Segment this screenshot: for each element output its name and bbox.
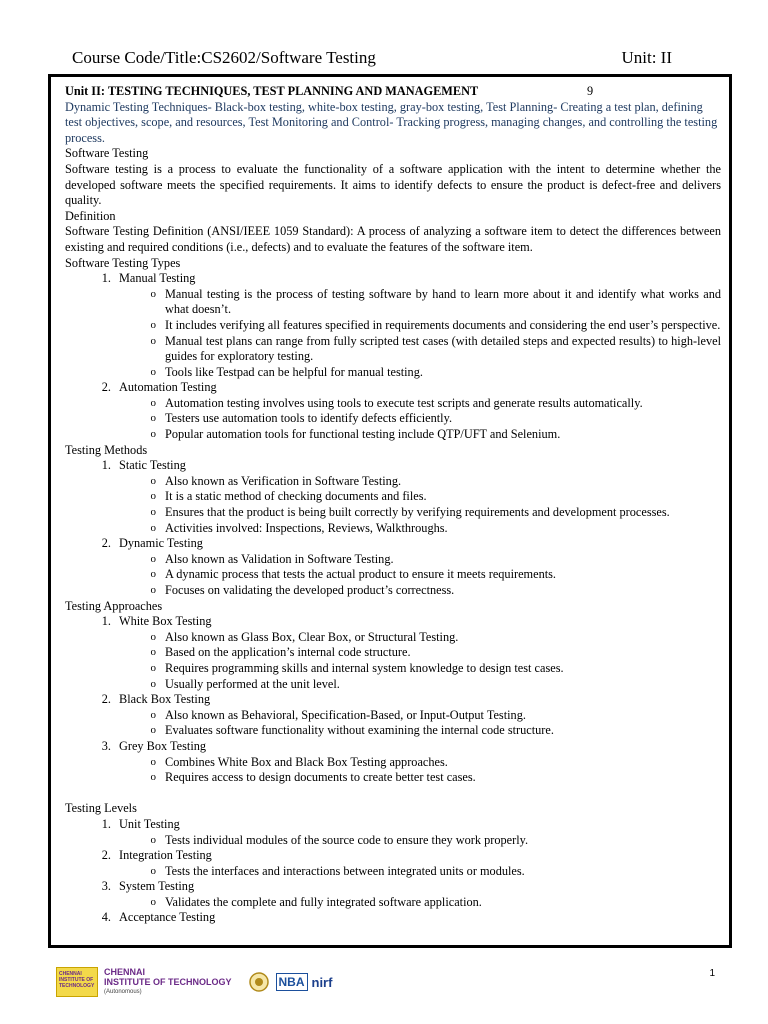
numbered-item <box>65 692 721 708</box>
bullet-text: Combines White Box and Black Box Testing approaches. <box>165 754 448 769</box>
section-heading: Testing Levels <box>65 801 137 816</box>
circle-bullet-icon: o <box>150 724 156 737</box>
circle-bullet-icon: o <box>150 755 156 768</box>
bullet-text: Automation testing involves using tools to execute test scripts and generate results automatically. <box>165 395 643 410</box>
spacer <box>65 786 721 802</box>
bullet-item <box>65 661 721 677</box>
bullet-text: Popular automation tools for functional testing include QTP/UFT and Selenium. <box>165 427 561 442</box>
institute-logo-badge-text: CHENNAI INSTITUTE OF TECHNOLOGY <box>59 971 95 989</box>
bullet-text: Tools like Testpad can be helpful for manual testing. <box>165 364 423 379</box>
bullet-text: Tests the interfaces and interactions between integrated units or modules. <box>165 863 525 878</box>
institute-logo-badge <box>56 967 98 997</box>
unit-title-line <box>65 84 721 100</box>
bullet-item <box>65 552 721 568</box>
page-header <box>72 48 672 72</box>
item-number: 2. <box>101 536 111 551</box>
item-number: 1. <box>101 614 111 629</box>
numbered-item <box>65 910 721 926</box>
circle-bullet-icon: o <box>150 334 156 347</box>
circle-bullet-icon: o <box>150 677 156 690</box>
footer-logos <box>56 967 332 997</box>
bullet-item <box>65 318 721 334</box>
bullet-item <box>65 645 721 661</box>
circle-bullet-icon: o <box>150 661 156 674</box>
numbered-item <box>65 614 721 630</box>
numbered-item <box>65 458 721 474</box>
bullet-text: Evaluates software functionality without examining the internal code structure. <box>165 723 554 738</box>
unit-title: Unit II: TESTING TECHNIQUES, TEST PLANNING AND MANAGEMENT <box>65 84 479 98</box>
bullet-text: Based on the application’s internal code structure. <box>165 645 411 660</box>
bullet-item <box>65 521 721 537</box>
bullet-text: Usually performed at the unit level. <box>165 676 340 691</box>
circle-bullet-icon: o <box>150 365 156 378</box>
seal-icon <box>248 971 270 993</box>
bullet-item <box>65 287 721 318</box>
section-heading: Software Testing <box>65 146 149 161</box>
bullet-item <box>65 895 721 911</box>
item-number: 1. <box>101 458 111 473</box>
circle-bullet-icon: o <box>150 287 156 300</box>
item-number: 2. <box>101 380 111 395</box>
item-number: 2. <box>101 848 111 863</box>
item-number: 4. <box>101 910 111 925</box>
circle-bullet-icon: o <box>150 396 156 409</box>
institute-name-sub: (Autonomous) <box>104 989 142 995</box>
syllabus-text: Dynamic Testing Techniques- Black-box testing, white-box testing, gray-box testing, Test Planning- Creating a test plan, defining test objectives, scope, and resources, Test Monitoring and Control- Tracking progress, managing changes, and controlling the testing process. <box>65 99 718 145</box>
circle-bullet-icon: o <box>150 864 156 877</box>
bullet-item <box>65 630 721 646</box>
nirf-logo: nirf <box>311 974 333 990</box>
unit-label: Unit: II <box>621 48 672 67</box>
content-frame <box>48 74 732 948</box>
item-title: Black Box Testing <box>119 692 211 707</box>
bullet-item <box>65 708 721 724</box>
circle-bullet-icon: o <box>150 646 156 659</box>
circle-bullet-icon: o <box>150 474 156 487</box>
bullet-text: Also known as Glass Box, Clear Box, or Structural Testing. <box>165 629 459 644</box>
bullet-item <box>65 567 721 583</box>
circle-bullet-icon: o <box>150 708 156 721</box>
item-title: System Testing <box>119 879 195 894</box>
bullet-item <box>65 396 721 412</box>
item-title: Dynamic Testing <box>119 536 203 551</box>
bullet-text: Manual testing is the process of testing software by hand to learn more about it and identify what works and what doesn’t. <box>165 286 721 317</box>
circle-bullet-icon: o <box>150 506 156 519</box>
circle-bullet-icon: o <box>150 895 156 908</box>
circle-bullet-icon: o <box>150 490 156 503</box>
item-title: Acceptance Testing <box>119 910 216 925</box>
item-number: 1. <box>101 271 111 286</box>
section-heading: Testing Methods <box>65 442 148 457</box>
bullet-item <box>65 583 721 599</box>
numbered-item <box>65 848 721 864</box>
section-heading: Testing Approaches <box>65 598 163 613</box>
circle-bullet-icon: o <box>150 630 156 643</box>
bullet-text: Ensures that the product is being built correctly by verifying requirements and development processes. <box>165 505 670 520</box>
numbered-item <box>65 380 721 396</box>
bullet-text: It includes verifying all features specified in requirements documents and considering the end user’s perspective. <box>165 317 721 332</box>
numbered-item <box>65 536 721 552</box>
bullet-text: Also known as Validation in Software Testing. <box>165 551 394 566</box>
bullet-item <box>65 411 721 427</box>
institute-name <box>104 967 232 997</box>
bullet-text: Tests individual modules of the source code to ensure they work properly. <box>165 832 529 847</box>
numbered-item <box>65 879 721 895</box>
bullet-text: A dynamic process that tests the actual product to ensure it meets requirements. <box>165 567 556 582</box>
bullet-text: Testers use automation tools to identify defects efficiently. <box>165 411 453 426</box>
numbered-item <box>65 739 721 755</box>
item-title: Grey Box Testing <box>119 738 207 753</box>
circle-bullet-icon: o <box>150 568 156 581</box>
bullet-item <box>65 770 721 786</box>
bullet-item <box>65 334 721 365</box>
bullet-text: Manual test plans can range from fully scripted test cases (with detailed steps and expected results) to high-level guides for exploratory testing. <box>165 333 721 364</box>
item-title: Manual Testing <box>119 271 196 286</box>
paragraph: Software Testing Definition (ANSI/IEEE 1059 Standard): A process of analyzing a software item to detect the differences between existing and required conditions (i.e., defects) and to evaluate the features of the software item. <box>65 224 721 254</box>
circle-bullet-icon: o <box>150 584 156 596</box>
bullet-item <box>65 864 721 880</box>
circle-bullet-icon: o <box>150 771 156 784</box>
page-number: 1 <box>709 968 715 979</box>
course-code-title: Course Code/Title:CS2602/Software Testing <box>72 48 376 67</box>
institute-name-line2: INSTITUTE OF TECHNOLOGY <box>104 977 232 987</box>
bullet-text: Also known as Behavioral, Specification-Based, or Input-Output Testing. <box>165 707 526 722</box>
section-heading: Definition <box>65 208 116 223</box>
bullet-text: Validates the complete and fully integrated software application. <box>165 894 482 909</box>
bullet-text: Also known as Verification in Software Testing. <box>165 473 402 488</box>
circle-bullet-icon: o <box>150 833 156 846</box>
item-number: 3. <box>101 738 111 753</box>
numbered-list <box>65 458 721 598</box>
document-body <box>65 84 721 926</box>
bullet-item <box>65 755 721 771</box>
bullet-item <box>65 833 721 849</box>
bullet-item <box>65 489 721 505</box>
nba-logo: NBA <box>276 973 308 991</box>
unit-hours: 9 <box>587 84 594 98</box>
item-number: 3. <box>101 879 111 894</box>
bullet-item <box>65 505 721 521</box>
bullet-text: Requires access to design documents to create better test cases. <box>165 770 476 785</box>
circle-bullet-icon: o <box>150 521 156 534</box>
bullet-item <box>65 677 721 693</box>
institute-name-line1: CHENNAI <box>104 967 146 977</box>
item-number: 1. <box>101 816 111 831</box>
bullet-item <box>65 474 721 490</box>
bullet-text: It is a static method of checking documents and files. <box>165 489 427 504</box>
item-title: Integration Testing <box>119 848 212 863</box>
circle-bullet-icon: o <box>150 552 156 565</box>
bullet-item <box>65 723 721 739</box>
numbered-list <box>65 271 721 443</box>
bullet-item <box>65 365 721 381</box>
paragraph: Software testing is a process to evaluate the functionality of a software application with the intent to determine whether the developed software meets the specified requirements. It aims to identify defects to ensure the product is defect-free and delivers quality. <box>65 161 721 208</box>
circle-bullet-icon: o <box>150 428 156 441</box>
circle-bullet-icon: o <box>150 412 156 425</box>
bullet-text: Focuses on validating the developed product’s correctness. <box>165 583 455 597</box>
item-title: Unit Testing <box>119 816 180 831</box>
numbered-list <box>65 614 721 786</box>
bullet-text: Requires programming skills and internal system knowledge to design test cases. <box>165 660 564 675</box>
item-title: Static Testing <box>119 458 186 473</box>
bullet-text: Activities involved: Inspections, Reviews, Walkthroughs. <box>165 520 448 535</box>
circle-bullet-icon: o <box>150 318 156 331</box>
numbered-item <box>65 817 721 833</box>
numbered-list <box>65 817 721 926</box>
numbered-item <box>65 271 721 287</box>
section-heading: Software Testing Types <box>65 255 181 270</box>
item-number: 2. <box>101 692 111 707</box>
item-title: White Box Testing <box>119 614 212 629</box>
bullet-item <box>65 427 721 443</box>
item-title: Automation Testing <box>119 380 217 395</box>
